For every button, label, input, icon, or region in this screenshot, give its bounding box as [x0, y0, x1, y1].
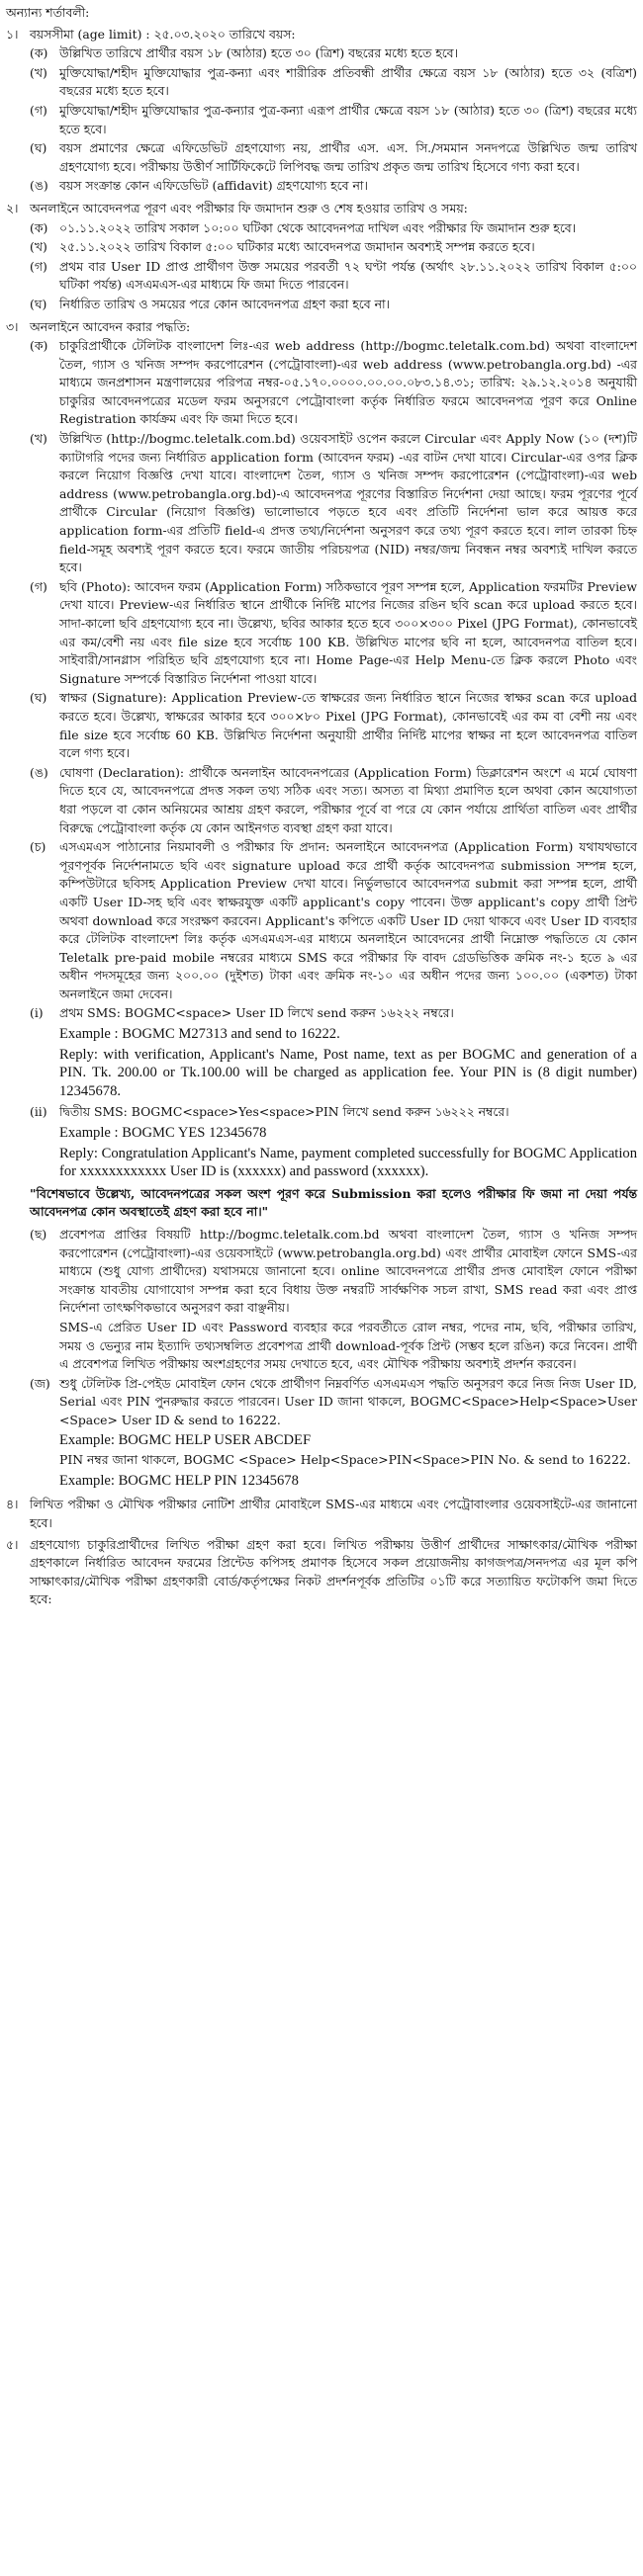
item-label: (জ)	[30, 1375, 50, 1391]
section-age-limit	[6, 26, 637, 197]
item-label: (ঙ)	[30, 178, 48, 194]
sms-step-label: (i)	[30, 1005, 44, 1021]
sms-step-label: (ii)	[30, 1104, 47, 1120]
item-label: (গ)	[30, 258, 47, 274]
important-note: "বিশেষভাবে উল্লেখ্য, আবেদনপত্রের সকল অংশ পূরণ করে Submission করা হলেও পরীক্ষার ফি জমা না দেয়া পর্যন্ত আবেদনপত্র কোন অবস্থাতেই গ্রহণ করা হবে না।"	[30, 1185, 637, 1220]
help-pin-instruction: PIN নম্বর জানা থাকলে, BOGMC <Space> Help<Space>PIN<Space>PIN No. & send to 16222.	[59, 1452, 631, 1468]
section-number: ৫।	[6, 1536, 19, 1552]
list-item	[30, 102, 637, 138]
item-label: (গ)	[30, 102, 47, 118]
item-label: (ক)	[30, 45, 48, 61]
item-text: উল্লিখিত (http://bogmc.teletalk.com.bd) ওয়েবসাইট ওপেন করলে Circular এবং Apply Now (১০ (দশ)টি ক্যাটাগরি পদের জন্য নির্ধারিত application form (আবেদন ফরম) -এর বাটন দেখা যাবে। Circular-এর ওপর ক্লিক করলে নিয়োগ বিজ্ঞপ্তি দেখা যাবে। বাংলাদেশ তৈল, গ্যাস ও খনিজ সম্পদ করপোরেশন (পেট্রোবাংলা)-এর web address (www.petrobangla.org.bd)-এ আবেদনপত্র পূরণের বিস্তারিত নির্দেশনা দেয়া আছে। ফরম পূরণের পূর্বে প্রার্থীকে Circular (নিয়োগ বিজ্ঞপ্তি) ভালোভাবে পড়তে হবে এবং প্রতিটি নির্দেশনা ভাল করে আয়ত্ত করে application form-এর প্রতিটি field-এ প্রদত্ত তথ্য/নির্দেশনা অনুসরণ করে তথ্য পূরণ করতে হবে। লাল তারকা চিহ্ন field-সমূহ অবশ্যই পূরণ করতে হবে। ফরমে জাতীয় পরিচয়পত্র (NID) নম্বর/জন্ম নিবন্ধন নম্বর অবশ্যই দাখিল করতে হবে।	[59, 431, 637, 575]
help-example-user: Example: BOGMC HELP USER ABCDEF	[59, 1431, 312, 1448]
section-number: ৩।	[6, 318, 19, 334]
item-text: শুধু টেলিটক প্রি-পেইড মোবাইল ফোন থেকে প্রার্থীগণ নিম্নবর্ণিত এসএমএস পদ্ধতি অনুসরণ করে নিজ নিজ User ID, Serial এবং PIN পুনরুদ্ধার করতে পারবেন। User ID জানা থাকলে, BOGMC<Space>Help<Space>User <Space> User ID & send to 16222.	[59, 1375, 637, 1427]
list-item	[30, 430, 637, 577]
section-written-exam	[6, 1536, 637, 1609]
item-text: এসএমএস পাঠানোর নিয়মাবলী ও পরীক্ষার ফি প্রদান: অনলাইনে আবেদনপত্র (Application Form) যথাযথভাবে পূরণপূর্বক নির্দেশনামতে ছবি এবং signature upload করে প্রার্থী কর্তৃক আবেদনপত্র submission সম্পন্ন হলে, কম্পিউটারে ছবিসহ Application Preview দেখা যাবে। নির্ভুলভাবে আবেদনপত্র submit করা সম্পন্ন হলে, প্রার্থী একটি User ID-সহ ছবি এবং স্বাক্ষরযুক্ত একটি applicant's copy পাবেন। উক্ত applicant's copy প্রার্থী প্রিন্ট অথবা download করে সংরক্ষণ করবেন। Applicant's কপিতে একটি User ID দেয়া থাকবে এবং User ID ব্যবহার করে টেলিটক বাংলাদেশ লিঃ কর্তৃক এসএমএস-এর মাধ্যমে অনলাইনে আবেদনের প্রার্থী নিম্নোক্ত পদ্ধতিতে যে কোন Teletalk pre-paid mobile নম্বরের মাধ্যমে SMS করে পরীক্ষার ফি বাবদ গ্রেডভিত্তিক ক্রমিক নং-১ হতে ৯ এর অধীন পদসমূহের জন্য ২০০.০০ (দুইশত) টাকা এবং ক্রমিক নং-১০ এর অধীন পদের জন্য ১০০.০০ (একশত) টাকা অনলাইনে জমা দেবেন।	[59, 839, 637, 1001]
section-online-application	[6, 318, 637, 1494]
item-text: ছবি (Photo): আবেদন ফরম (Application Form) সঠিকভাবে পূরণ সম্পন্ন হলে, Application ফরমটির Preview দেখা যাবে। Preview-এর নির্ধারিত স্থানে প্রার্থীকে নির্দিষ্ট মাপের নিজের রঙিন ছবি scan করে upload করতে হবে। সাদা-কালো ছবি গ্রহণযোগ্য হবে না। উল্লেখ্য, ছবির আকার হতে হবে ৩০০×৩০০ Pixel (JPG Format), কোনভাবেই এর কম/বেশী নয় এবং file size হবে সর্বোচ্চ 100 KB. উল্লিখিত মাপের ছবি না হলে, আবেদনপত্র বাতিল হবে। সাইবারী/সানগ্লাস পরিহিত ছবি গ্রহণযোগ্য হবে না। Home Page-এর Help Menu-তে ক্লিক করলে Photo এবং Signature সম্পর্কে বিস্তারিত নির্দেশনা পাওয়া যাবে।	[59, 578, 637, 686]
list-item	[30, 1226, 637, 1318]
item-text: ০১.১১.২০২২ তারিখ সকাল ১০:০০ ঘটিকা থেকে আবেদনপত্র দাখিল এবং পরীক্ষার ফি জমাদান শুরু হবে।	[59, 219, 577, 235]
item-text: প্রবেশপত্র প্রাপ্তির বিষয়টি http://bogmc.teletalk.com.bd অথবা বাংলাদেশ তৈল, গ্যাস ও খনিজ সম্পদ করপোরেশন (পেট্রোবাংলা)-এর ওয়েবসাইটে (www.petrobangla.org.bd) এবং প্রার্থীর মোবাইল ফোনে SMS-এর মাধ্যমে (শুধু যোগ্য প্রার্থীদের) যথাসময়ে জানানো হবে। online আবেদনপত্রে প্রার্থীর প্রদত্ত মোবাইল ফোনে পরীক্ষা সংক্রান্ত যাবতীয় যোগাযোগ সম্পন্ন করা হবে বিধায় উক্ত নম্বরটি সার্বক্ষণিক সচল রাখা, SMS read করা এবং প্রাপ্ত নির্দেশনা তাৎক্ষণিকভাবে অনুসরণ করা বাঞ্ছনীয়।	[59, 1227, 637, 1316]
page-heading: অন্যান্য শর্তাবলী:	[6, 5, 90, 20]
list-item	[30, 578, 637, 689]
list-item	[30, 44, 637, 63]
sms-example: Example : BOGMC M27313 and send to 16222.	[59, 1026, 340, 1043]
sms-reply: Reply: Congratulation Applicant's Name, payment completed successfully for BOGMC Application for xxxxxxxxxxxx User ID is (xxxxxx) and password (xxxxxx).	[59, 1145, 637, 1180]
list-item	[30, 296, 637, 314]
list-item	[30, 139, 637, 176]
sms-step	[30, 1004, 637, 1102]
section-exam-notice	[6, 1496, 637, 1532]
item-label	[30, 1319, 59, 1374]
list-item	[30, 838, 637, 1003]
section-title: বয়সসীমা (age limit) : ২৫.০৩.২০২০ তারিখে বয়স:	[30, 26, 296, 42]
item-text: মুক্তিযোদ্ধা/শহীদ মুক্তিযোদ্ধার পুত্র-কন্যার পুত্র-কন্যা এরূপ প্রার্থীর ক্ষেত্রে বয়স ১৮ (আঠার) হতে ৩০ (ত্রিশ) বছরের মধ্যে হতে হবে।	[59, 102, 637, 136]
section-number: ৪।	[6, 1497, 19, 1512]
item-label: (ঘ)	[30, 690, 47, 706]
item-label: (ক)	[30, 219, 48, 235]
section-number: ২।	[6, 200, 19, 215]
list-item	[30, 258, 637, 295]
help-example-pin: Example: BOGMC HELP PIN 12345678	[59, 1472, 299, 1489]
list-item	[30, 238, 637, 257]
item-text: প্রথম বার User ID প্রাপ্ত প্রার্থীগণ উক্ত সময়ের পরবর্তী ৭২ ঘণ্টা পর্যন্ত (অর্থাৎ ২৮.১১.২০২২ তারিখ বিকাল ৫:০০ ঘটিকা পর্যন্ত) এসএমএস-এর মাধ্যমে ফি জমা দিতে পারবেন।	[59, 258, 637, 293]
item-label: (চ)	[30, 839, 46, 855]
section-title: অনলাইনে আবেদন করার পদ্ধতি:	[30, 318, 191, 334]
item-text: চাকুরিপ্রার্থীকে টেলিটক বাংলাদেশ লিঃ-এর web address (http://bogmc.teletalk.com.bd) অথবা বাংলাদেশ তৈল, গ্যাস ও খনিজ সম্পদ করপোরেশন (পেট্রোবাংলা)-এর web address (www.petrobangla.org.bd) -এর মাধ্যমে জনপ্রশাসন মন্ত্রণালয়ের পরিপত্র নম্বর-০৫.১৭০.০০০০.০০.০০.০৮৩.১৪.৩১; তারিখ: ২৯.১২.২০১৪ অনুযায়ী চাকুরির আবেদনপত্রের মডেল ফরম অনুসরণে পেট্রোবাংলা কর্তৃক নির্ধারিত ফরমে আবেদনপত্র পূরণ করে Online Registration কার্যক্রম এবং ফি জমা দিতে হবে।	[59, 338, 637, 427]
list-item	[30, 1319, 637, 1374]
item-label: (ঘ)	[30, 140, 47, 156]
item-label: (খ)	[30, 431, 47, 447]
item-label: (খ)	[30, 239, 47, 255]
item-text: ঘোষণা (Declaration): প্রার্থীকে অনলাইন আবেদনপত্রের (Application Form) ডিক্লারেশন অংশে এ মর্মে ঘোষণা দিতে হবে যে, আবেদনপত্রে প্রদত্ত সকল তথ্য সঠিক এবং সত্য। অসত্য বা মিথ্যা প্রমাণিত হলে অথবা কোন অযোগ্যতা ধরা পড়লে বা কোন অনিয়মের আশ্রয় গ্রহণ করলে, পরীক্ষার পূর্বে বা পরে যে কোন পর্যায়ে প্রার্থিতা বাতিল এবং প্রার্থীর বিরুদ্ধে পেট্রোবাংলা কর্তৃক যে কোন আইনগত ব্যবস্থা গ্রহণ করা যাবে।	[59, 764, 637, 835]
item-text: স্বাক্ষর (Signature): Application Preview-তে স্বাক্ষরের জন্য নির্ধারিত স্থানে নিজের স্বাক্ষর scan করে upload করতে হবে। উল্লেখ্য, স্বাক্ষরের আকার হবে ৩০০×৮০ Pixel (JPG Format), কোনভাবেই এর কম বা বেশী নয় এবং file size হবে সর্বোচ্চ 60 KB. উল্লিখিত নির্দেশনা অনুযায়ী প্রার্থীর নির্দিষ্ট মাপের স্বাক্ষর না হলে আবেদনপত্র বাতিল বলে গণ্য হবে।	[59, 690, 637, 761]
item-label: (গ)	[30, 578, 47, 594]
sms-reply: Reply: with verification, Applicant's Name, Post name, text as per BOGMC and generation of a PIN. Tk. 200.00 or Tk.100.00 will be charged as application fee. Your PIN is (8 digit number) 12345678.	[59, 1046, 637, 1099]
list-item	[30, 764, 637, 837]
item-label: (ছ)	[30, 1227, 47, 1242]
list-item	[30, 689, 637, 762]
sms-instruction: প্রথম SMS: BOGMC<space> User ID লিখে send করুন ১৬২২২ নম্বরে।	[59, 1005, 454, 1021]
section-title: লিখিত পরীক্ষা ও মৌখিক পরীক্ষার নোটিশ প্রার্থীর মোবাইলে SMS-এর মাধ্যমে এবং পেট্রোবাংলার ওয়েবসাইটে-এর জানানো হবে।	[30, 1497, 637, 1530]
item-label: (ঙ)	[30, 764, 48, 780]
list-item	[30, 1375, 637, 1430]
item-label: (ক)	[30, 338, 48, 354]
section-number: ১।	[6, 26, 19, 42]
item-label: (ঘ)	[30, 296, 47, 311]
item-text: SMS-এ প্রেরিত User ID এবং Password ব্যবহার করে পরবর্তীতে রোল নম্বর, পদের নাম, ছবি, পরীক্ষার তারিখ, সময় ও ভেন্যুর নাম ইত্যাদি তথ্যসম্বলিত প্রবেশপত্র প্রার্থী download-পূর্বক প্রিন্ট (সম্ভব হলে রঙিন) করে নিবেন। প্রার্থী এ প্রবেশপত্র লিখিত পরীক্ষায় অংশগ্রহণের সময় দেখাতে হবে, এবং মৌখিক পরীক্ষায় অবশ্যই প্রদর্শন করবেন।	[59, 1319, 637, 1372]
sms-instruction: দ্বিতীয় SMS: BOGMC<space>Yes<space>PIN লিখে send করুন ১৬২২২ নম্বরে।	[59, 1104, 509, 1120]
sms-step	[30, 1103, 637, 1182]
list-item	[30, 337, 637, 429]
list-item	[30, 177, 637, 196]
item-text: নির্ধারিত তারিখ ও সময়ের পরে কোন আবেদনপত্র গ্রহণ করা হবে না।	[59, 296, 390, 311]
list-item	[30, 219, 637, 238]
item-text: বয়স সংক্রান্ত কোন এফিডেভিট (affidavit) গ্রহণযোগ্য হবে না।	[59, 178, 368, 194]
item-text: মুক্তিযোদ্ধা/শহীদ মুক্তিযোদ্ধার পুত্র-কন্যা এবং শারীরিক প্রতিবন্ধী প্রার্থীর ক্ষেত্রে বয়স ১৮ (আঠার) হতে ৩২ (বত্রিশ) বছরের মধ্যে হতে হবে।	[59, 64, 637, 99]
help-block	[30, 1431, 637, 1493]
item-label: (খ)	[30, 64, 47, 80]
section-application-dates	[6, 200, 637, 315]
item-text: বয়স প্রমাণের ক্ষেত্রে এফিডেভিট গ্রহণযোগ্য নয়, প্রার্থীর এস. এস. সি./সমমান সনদপত্রে উল্লিখিত জন্ম তারিখ গ্রহণযোগ্য হবে। পরীক্ষায় উত্তীর্ণ সার্টিফিকেটে লিপিবদ্ধ জন্ম তারিখ প্রকৃত জন্ম তারিখ হিসেবে গণ্য করা হবে।	[59, 140, 637, 174]
sms-example: Example : BOGMC YES 12345678	[59, 1125, 267, 1142]
item-text: ২৫.১১.২০২২ তারিখ বিকাল ৫:০০ ঘটিকার মধ্যে আবেদনপত্র জমাদান অবশ্যই সম্পন্ন করতে হবে।	[59, 239, 535, 255]
item-text: উল্লিখিত তারিখে প্রার্থীর বয়স ১৮ (আঠার) হতে ৩০ (ত্রিশ) বছরের মধ্যে হতে হবে।	[59, 45, 459, 61]
section-title: অনলাইনে আবেদনপত্র পূরণ এবং পরীক্ষার ফি জমাদান শুরু ও শেষ হওয়ার তারিখ ও সময়:	[30, 200, 468, 215]
section-title: গ্রহণযোগ্য চাকুরিপ্রার্থীদের লিখিত পরীক্ষা গ্রহণ করা হবে। লিখিত পরীক্ষায় উত্তীর্ণ প্রার্থীদের সাক্ষাৎকার/মৌখিক পরীক্ষা গ্রহণকালে নির্ধারিত আবেদন ফরমের প্রিন্টেড কপিসহ প্রমাণক হিসেবে সকল প্রয়োজনীয় কাগজপত্র/সনদপত্র এর মূল কপি সাক্ষাৎকার/মৌখিক পরীক্ষা গ্রহণকারী বোর্ড/কর্তৃপক্ষের নিকট প্রদর্শনপূর্বক প্রতিটির ০১টি করে সত্যায়িত ফটোকপি জমা দিতে হবে:	[30, 1536, 637, 1607]
list-item	[30, 64, 637, 101]
